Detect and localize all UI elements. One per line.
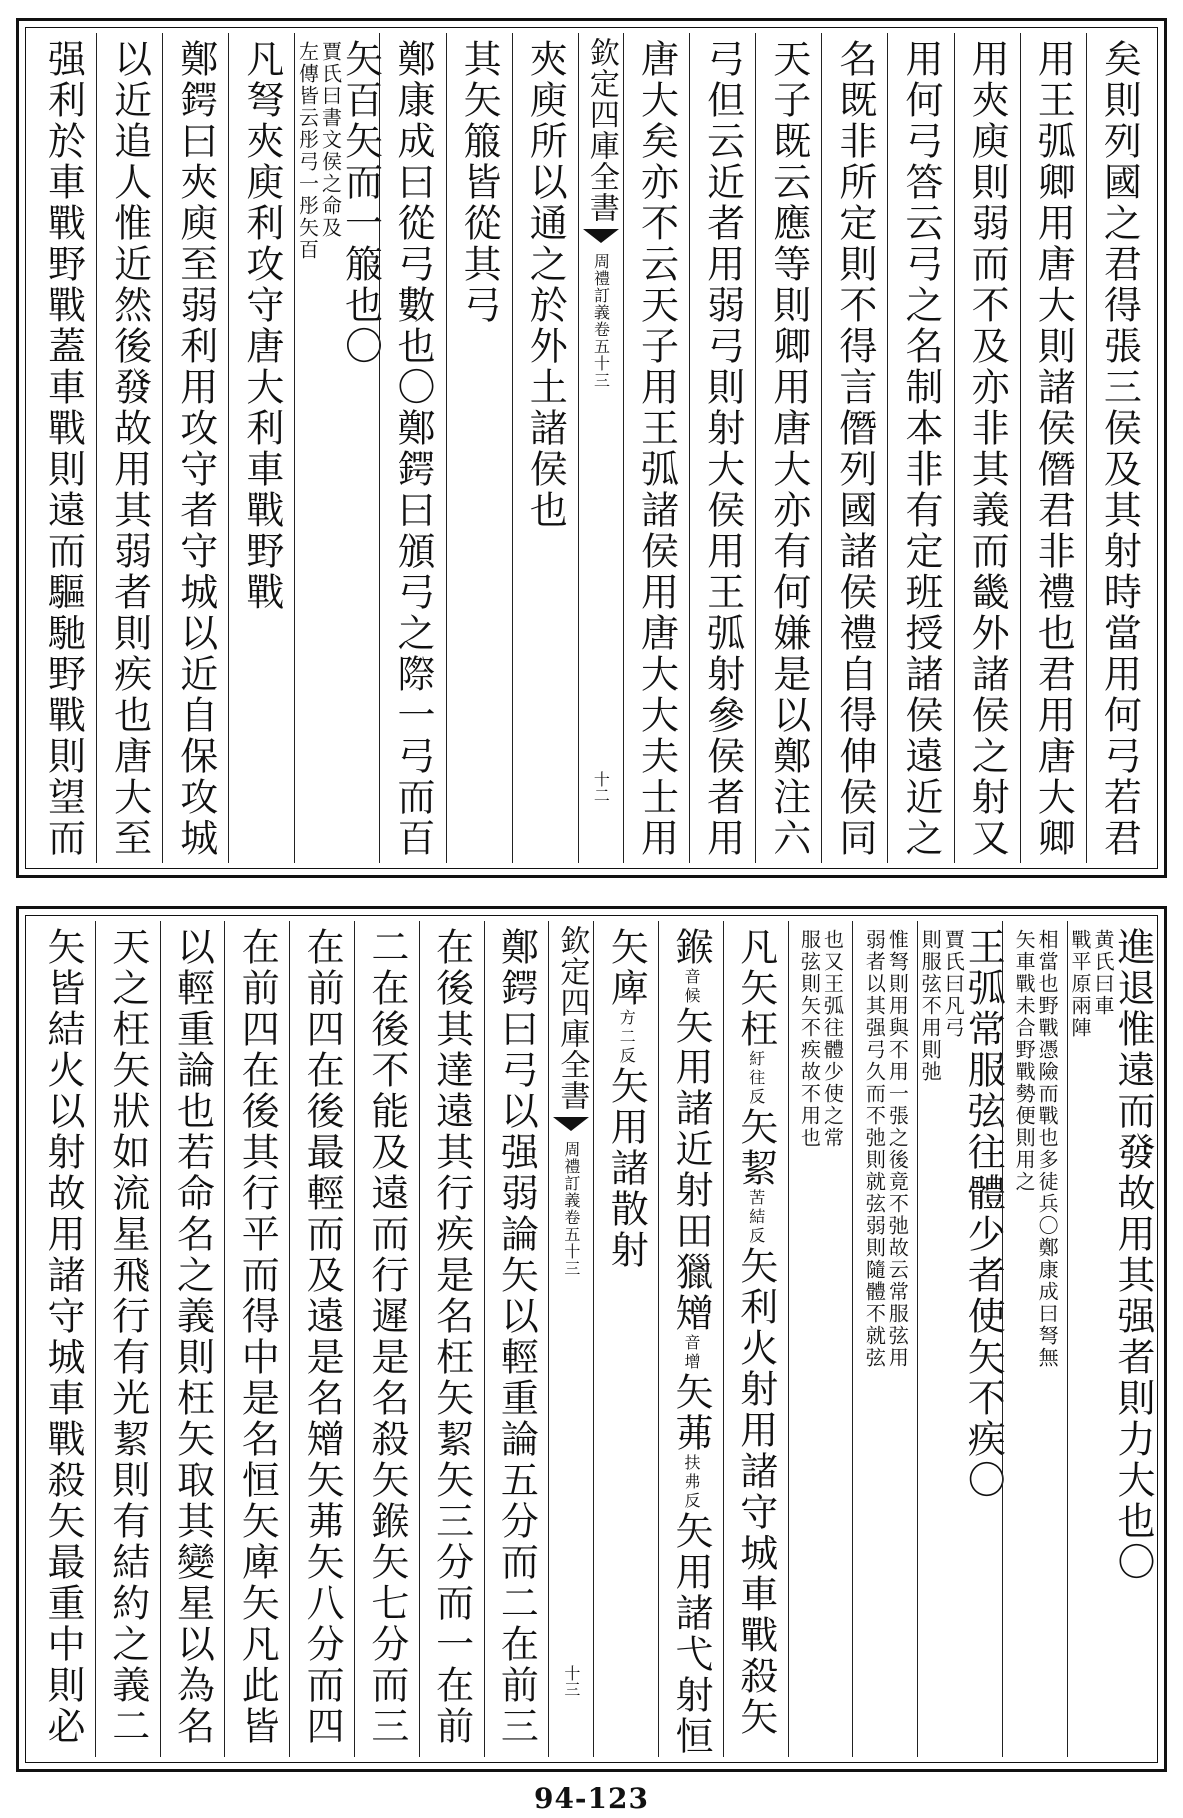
- column-text: 用何弓答云弓之名制本非有定班授諸侯遠近之: [899, 39, 943, 859]
- column-text: 在前四在後其行平而得中是名恒矢庳矢凡此皆: [235, 927, 280, 1747]
- banner-page-number: 十二: [591, 771, 611, 803]
- text-column: [723, 921, 788, 1757]
- text-column: [658, 921, 723, 1757]
- top-half-page: [16, 18, 1167, 878]
- column-text: 在前四在後最輕而及遠是名矰矢茀矢八分而四: [300, 927, 345, 1747]
- column-text: 矢庳方二反矢用諸散射: [604, 927, 649, 1271]
- column-text: 其矢箙皆從其弓: [457, 39, 502, 326]
- column-text: 凡弩夾庾利攻守唐大利車戰野戰: [239, 39, 284, 613]
- column-text: 用夾庾則弱而不及亦非其義而畿外諸侯之射又: [965, 39, 1010, 859]
- column-text: 夾庾所以通之於外土諸侯也: [523, 39, 568, 531]
- text-column: [419, 921, 484, 1757]
- column-text: 矢百矢而一箙也〇: [338, 39, 383, 367]
- column-text: 二在後不能及遠而行遲是名殺矢鍭矢七分而三: [364, 927, 409, 1747]
- column-text: 鄭鍔曰夾庾至弱利用攻守者守城以近自保攻城: [173, 39, 218, 859]
- commentary-line: 戰平原兩陣: [1068, 929, 1092, 1039]
- text-column: [755, 33, 821, 863]
- commentary-line: 則服弦不用則弛: [918, 929, 943, 1083]
- text-column: [887, 33, 953, 863]
- text-column: [446, 33, 512, 863]
- column-text: 鄭康成曰從弓數也〇鄭鍔曰頒弓之際一弓而百: [391, 39, 436, 859]
- commentary-line: 賈氏曰書文侯之命及: [318, 41, 343, 239]
- commentary-line: 黄氏曰車: [1091, 929, 1115, 1017]
- reading-gloss: 苦結: [746, 1189, 766, 1227]
- commentary-line: 也又王弧往體少使之常: [820, 929, 845, 1149]
- reading-gloss: 扶弗: [681, 1454, 701, 1492]
- text-column: [623, 33, 689, 863]
- text-column: [1067, 921, 1155, 1757]
- text-column: [96, 33, 162, 863]
- text-column: [224, 921, 289, 1757]
- reading-gloss: 反: [746, 1227, 766, 1246]
- text-column: [294, 33, 383, 863]
- text-column: [917, 921, 1006, 1757]
- banner-book: 周禮訂義: [591, 253, 611, 321]
- text-column: [160, 921, 225, 1757]
- column-text: 天子既云應等則卿用唐大亦有何嫌是以鄭注六: [766, 39, 811, 859]
- text-column: [593, 921, 658, 1757]
- center-banner: [578, 33, 623, 863]
- column-text: 王弧常服弦往體少者使矢不疾〇: [961, 927, 1006, 1501]
- fishtail-mark-icon: [583, 229, 619, 243]
- banner-page-number: 十三: [561, 1665, 581, 1697]
- text-column: [289, 921, 354, 1757]
- text-column: [31, 33, 96, 863]
- text-column: [1086, 33, 1152, 863]
- text-column: [512, 33, 578, 863]
- text-column: [821, 33, 887, 863]
- column-text: 唐大矣亦不云天子用王弧諸侯用唐大大夫士用: [634, 39, 679, 859]
- column-text: 天之枉矢狀如流星飛行有光絜則有結約之義二: [105, 927, 150, 1747]
- text-column: [954, 33, 1020, 863]
- reading-gloss: 反: [746, 1088, 766, 1107]
- column-text: 矣則列國之君得張三侯及其射時當用何弓若君: [1097, 39, 1142, 859]
- reading-gloss: 反: [617, 1047, 637, 1066]
- reading-gloss: 音: [681, 968, 701, 987]
- text-column: [228, 33, 294, 863]
- banner-juan: 卷五十三: [561, 1209, 581, 1277]
- top-columns: [31, 33, 1152, 863]
- text-column: [852, 921, 917, 1757]
- text-column: [31, 921, 95, 1757]
- column-text: 名既非所定則不得言僭列國諸侯禮自得伸侯同: [832, 39, 877, 859]
- banner-juan: 卷五十三: [591, 321, 611, 389]
- column-text: 矢皆結火以射故用諸守城車戰殺矢最重中則必: [40, 927, 85, 1747]
- text-column: [379, 33, 445, 863]
- reading-gloss: 候: [681, 987, 701, 1006]
- reading-gloss: 反: [681, 1492, 701, 1511]
- text-column: [689, 33, 755, 863]
- commentary-line: 左傳皆云彤弓一彤矢百: [295, 41, 320, 261]
- column-text: 以輕重論也若命名之義則枉矢取其變星以為名: [170, 927, 215, 1747]
- reading-gloss: 增: [681, 1353, 701, 1372]
- commentary-line: 弱者以其强弓久而不弛則就弦弱則隨體不就弦: [862, 929, 887, 1369]
- bottom-columns: [31, 921, 1155, 1757]
- column-text: 鄭鍔曰弓以强弱論矢以輕重論五分而二在前三: [494, 927, 539, 1747]
- reading-gloss: 方二: [617, 1009, 637, 1047]
- banner-title: 欽定四庫全書: [554, 925, 590, 1111]
- text-column: [95, 921, 160, 1757]
- column-text: 强利於車戰野戰蓋車戰則遠而驅馳野戰則望而: [41, 39, 86, 859]
- text-column: [162, 33, 228, 863]
- column-text: 凡矢枉紆往反矢絜苦結反矢利火射用諸守城車戰殺矢: [733, 927, 778, 1738]
- text-column: [354, 921, 419, 1757]
- reading-gloss: 音: [681, 1334, 701, 1353]
- text-column: [1020, 33, 1086, 863]
- banner-book: 周禮訂義: [561, 1141, 581, 1209]
- folio-number: 94-123: [533, 1782, 650, 1815]
- commentary-line: 賈氏曰凡弓: [941, 929, 966, 1039]
- fishtail-mark-icon: [553, 1117, 589, 1131]
- column-text: 用王弧卿用唐大則諸侯僭君非禮也君用唐大卿: [1031, 39, 1076, 859]
- reading-gloss: 紆往: [746, 1050, 766, 1088]
- text-column: [788, 921, 853, 1757]
- column-text: 鍭音候矢用諸近射田獵矰音增矢茀扶弗反矢用諸弋射恒: [668, 927, 713, 1757]
- commentary-line: 服弦則矢不疾故不用也: [797, 929, 822, 1149]
- bottom-half-page: [16, 906, 1167, 1772]
- column-text: 以近追人惟近然後發故用其弱者則疾也唐大至: [107, 39, 152, 859]
- column-text: 在後其達遠其行疾是名枉矢絜矢三分而一在前: [429, 927, 474, 1747]
- commentary-line: 矢車戰未合野戰勢便則用之: [1012, 929, 1037, 1193]
- banner-title: 欽定四庫全書: [583, 37, 619, 223]
- commentary-line: 惟弩則用與不用一張之後竟不弛故云常服弦用: [885, 929, 910, 1369]
- column-text: 弓但云近者用弱弓則射大侯用王弧射參侯者用: [700, 39, 745, 859]
- commentary-line: 相當也野戰憑險而戰也多徒兵〇鄭康成曰弩無: [1035, 929, 1060, 1369]
- column-text: 進退惟遠而發故用其强者則力大也〇: [1111, 927, 1155, 1583]
- text-column: [1002, 921, 1067, 1757]
- center-banner: [548, 921, 593, 1757]
- text-column: [484, 921, 549, 1757]
